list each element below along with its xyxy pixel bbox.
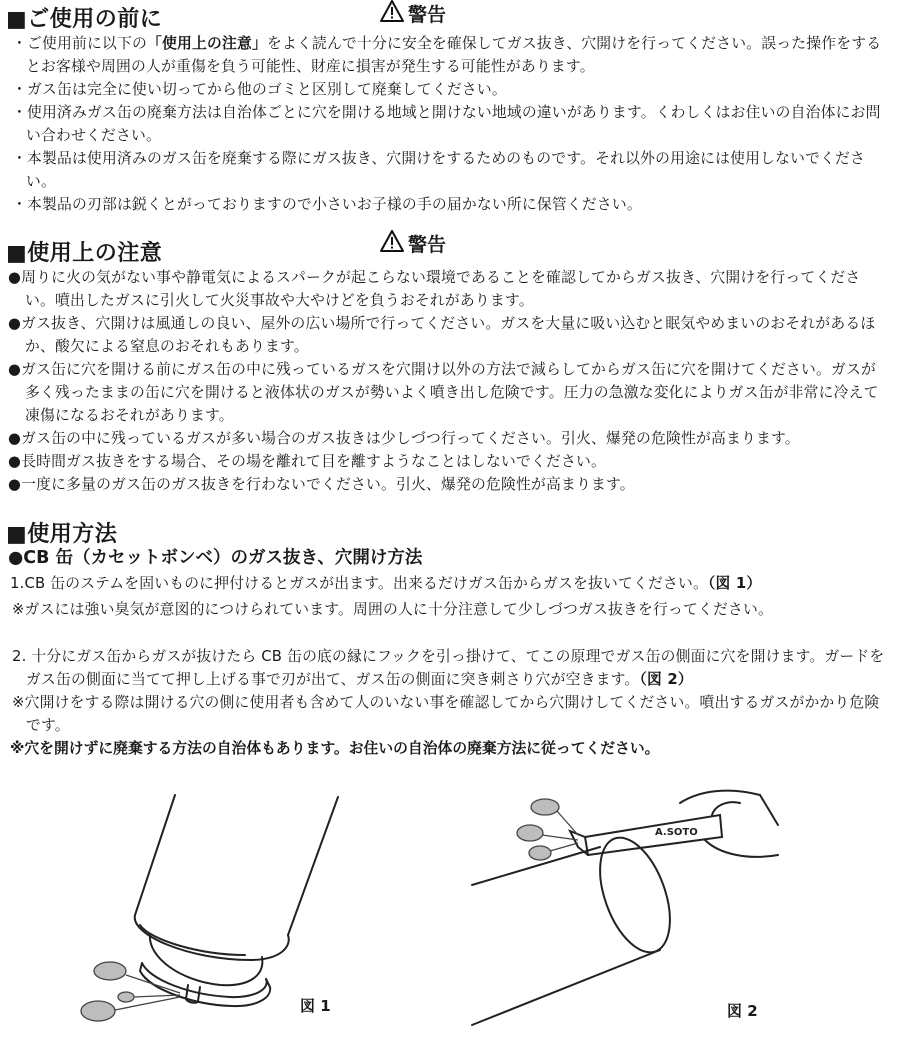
figure-1-label: 図 1 [300, 997, 331, 1015]
figure-2-gas-can-illustration [460, 785, 780, 1035]
figure-2-label: 図 2 [727, 1002, 758, 1020]
usage-note-3: ※穴を開けずに廃棄する方法の自治体もあります。お住いの自治体の廃棄方法に従ってください。 [10, 740, 660, 757]
precaution-item-2: ●ガス抜き、穴開けは風通しの良い、屋外の広い場所で行ってください。ガスを大量に吸い込むと眠気やめまいのおそれがあるほか、酸欠による窒息のおそれもあります。 [8, 315, 876, 355]
step-text: 1.CB 缶のステムを固いものに押付けるとガスが出ます。出来るだけガス缶からガスを抜いてください。 [10, 575, 708, 592]
usage-step-1 [10, 572, 894, 595]
section-title-usage: ■使用方法 [6, 522, 118, 547]
section-title-before-use: ■ご使用の前に [6, 7, 163, 32]
usage-note-2: ※穴開けをする際は開ける穴の側に使用者も含めて人のいない事を確認してから穴開けしてください。噴出するガスがかかり危険です。 [12, 694, 880, 734]
precaution-item-1: ●周りに火の気がない事や静電気によるスパークが起こらない環境であることを確認してからガス抜き、穴開けを行ってください。噴出したガスに引火して火災事故や大やけどを負うおそれがあります。 [8, 269, 861, 309]
section-title-precautions: ■使用上の注意 [6, 241, 163, 266]
step-text: 2. 十分にガス缶からガスが抜けたら CB 缶の底の縁にフックを引っ掛けて、てこの原理でガス缶の側面に穴を開けます。ガードをガス缶の側面に当てて押し上げる事で刃が出て、ガス缶の側面に突き刺さり穴が空きます。 [12, 648, 885, 688]
before-use-item-2: ・ガス缶は完全に使い切ってから他のゴミと区別して廃棄してください。 [12, 81, 507, 98]
item-text: 使用済みガス缶の廃棄方法は自治体ごとに穴を開ける地域と開けない地域の違いがあります。くわしくはお住いの自治体にお問い合わせください。 [26, 104, 881, 144]
before-use-item-4: ・本製品は使用済みのガス缶を廃棄する際にガス抜き、穴開けをするためのものです。それ以外の用途には使用しないでください。 [12, 150, 866, 190]
item-text: をよく読んで十分に安全を確保してガス抜き、穴開けを行ってください。誤った操作をするとお客様や周囲の人が重傷を負う可能性、財産に損害が発生する可能性があります。 [26, 35, 882, 75]
item-text: 本製品の刃部は鋭くとがっておりますので小さいお子様の手の届かない所に保管ください。 [27, 196, 642, 213]
precaution-item-5: ●長時間ガス抜きをする場合、その場を離れて目を離すようなことはしないでください。 [8, 453, 606, 470]
tool-brand-label: A.SOTO [655, 827, 698, 838]
usage-subtitle: ●CB 缶（カセットボンベ）のガス抜き、穴開け方法 [8, 548, 423, 568]
warning-triangle-icon [380, 230, 404, 257]
warning-triangle-icon [380, 0, 404, 27]
before-use-item-3: ・使用済みガス缶の廃棄方法は自治体ごとに穴を開ける地域と開けない地域の違いがあります。くわしくはお住いの自治体にお問い合わせください。 [12, 104, 881, 144]
usage-note-1: ※ガスには強い臭気が意図的につけられています。周囲の人に十分注意して少しづつガス抜きを行ってください。 [12, 601, 773, 618]
usage-step-2 [10, 645, 890, 691]
item-text: 本製品は使用済みのガス缶を廃棄する際にガス抜き、穴開けをするためのものです。それ以外の用途には使用しないでください。 [26, 150, 866, 190]
precaution-item-6: ●一度に多量のガス缶のガス抜きを行わないでください。引火、爆発の危険性が高まります。 [8, 476, 635, 493]
precautions-ref: 「使用上の注意」 [146, 35, 267, 52]
warning-header-1 [380, 0, 446, 27]
figure-ref: （図 2） [639, 671, 693, 688]
warning-label: 警告 [408, 4, 447, 26]
figure-ref: （図 1） [707, 575, 762, 592]
item-text: ご使用前に以下の [27, 35, 147, 52]
before-use-item-1: ・ご使用前に以下の「使用上の注意」をよく読んで十分に安全を確保してガス抜き、穴開けを行ってください。誤った操作をするとお客様や周囲の人が重傷を負う可能性、財産に損害が発生する可能性があります。 [12, 35, 882, 75]
before-use-item-5: ・本製品の刃部は鋭くとがっておりますので小さいお子様の手の届かない所に保管ください。 [12, 196, 642, 213]
item-text: ガス缶は完全に使い切ってから他のゴミと区別して廃棄してください。 [27, 81, 507, 98]
precaution-item-4: ●ガス缶の中に残っているガスが多い場合のガス抜きは少しづつ行ってください。引火、爆発の危険性が高まります。 [8, 430, 800, 447]
warning-header-2 [380, 230, 446, 257]
precaution-item-3: ●ガス缶に穴を開ける前にガス缶の中に残っているガスを穴開け以外の方法で減らしてからガス缶に穴を開けてください。ガスが多く残ったままの缶に穴を開けると液体状のガスが勢いよく噴き出し危険です。圧力の急激な変化によりガス缶が非常に冷えて凍傷になるおそれがあります。 [8, 361, 879, 424]
warning-label: 警告 [408, 234, 447, 256]
